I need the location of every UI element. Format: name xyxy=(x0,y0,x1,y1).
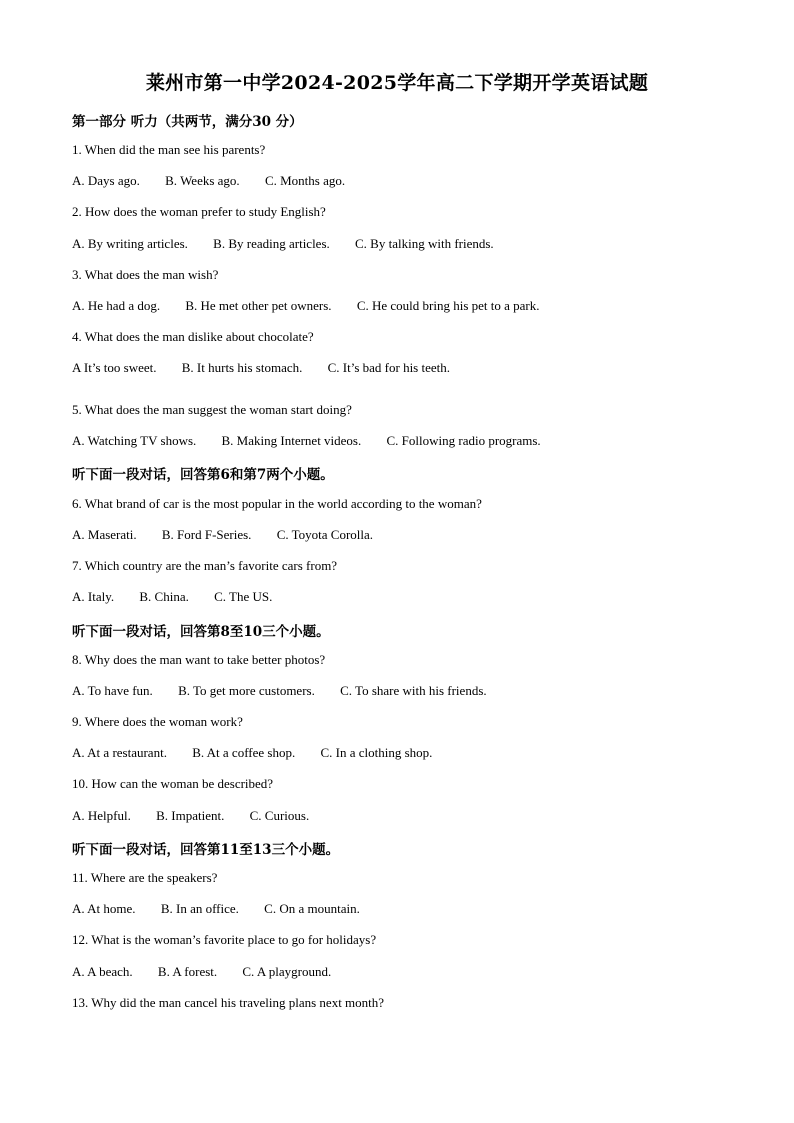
option-a: A. A beach. xyxy=(72,964,133,979)
option-c: C. A playground. xyxy=(242,964,332,979)
option-a: A. Days ago. xyxy=(72,173,140,188)
question-11: 11. Where are the speakers? xyxy=(72,870,218,885)
option-c: C. Toyota Corolla. xyxy=(276,527,374,542)
page-title: 莱州市第一中学2024-2025学年高二下学期开学英语试题 xyxy=(145,72,649,94)
option-c: C. The US. xyxy=(214,589,273,604)
option-b: B. Ford F-Series. xyxy=(161,527,252,542)
section-heading: 第一部分 听力（共两节，满分30 分） xyxy=(72,114,303,130)
option-c: C. Following radio programs. xyxy=(386,433,541,448)
question-5: 5. What does the man suggest the woman start doing? xyxy=(72,402,352,417)
option-a: A. He had a dog. xyxy=(72,298,161,313)
option-b: B. Impatient. xyxy=(156,808,225,823)
option-a: A. Italy. xyxy=(72,589,115,604)
option-c: C. He could bring his pet to a park. xyxy=(356,298,540,313)
options-12 xyxy=(72,964,331,980)
question-9: 9. Where does the woman work? xyxy=(72,714,243,729)
option-a: A. Helpful. xyxy=(72,808,131,823)
dialogue-heading-6-7: 听下面一段对话，回答第6和第7两个小题。 xyxy=(72,467,334,483)
question-13: 13. Why did the man cancel his traveling plans next month? xyxy=(72,995,385,1010)
option-b: B. By reading articles. xyxy=(213,236,330,251)
option-b: B. To get more customers. xyxy=(178,683,315,698)
option-a: A. By writing articles. xyxy=(72,236,188,251)
option-c: C. On a mountain. xyxy=(264,901,360,916)
option-b: B. China. xyxy=(139,589,189,604)
option-a: A. To have fun. xyxy=(72,683,153,698)
options-11 xyxy=(72,901,360,917)
option-c: C. By talking with friends. xyxy=(355,236,494,251)
option-b: B. At a coffee shop. xyxy=(192,745,296,760)
option-a: A. Maserati. xyxy=(72,527,137,542)
option-b: B. It hurts his stomach. xyxy=(181,360,303,375)
option-b: B. Making Internet videos. xyxy=(221,433,362,448)
dialogue-heading-11-13: 听下面一段对话，回答第11至13三个小题。 xyxy=(72,842,340,858)
option-c: C. Curious. xyxy=(249,808,310,823)
option-a: A. At a restaurant. xyxy=(72,745,167,760)
options-8 xyxy=(72,683,487,699)
dialogue-heading-8-10: 听下面一段对话，回答第8至10三个小题。 xyxy=(72,624,330,640)
option-b: B. Weeks ago. xyxy=(165,173,240,188)
options-7 xyxy=(72,589,272,605)
options-4 xyxy=(72,360,450,376)
options-5 xyxy=(72,433,541,449)
option-b: B. He met other pet owners. xyxy=(185,298,332,313)
question-6: 6. What brand of car is the most popular in the world according to the woman? xyxy=(72,496,482,511)
question-4: 4. What does the man dislike about chocolate? xyxy=(72,329,314,344)
option-b: B. A forest. xyxy=(157,964,218,979)
options-6 xyxy=(72,527,373,543)
options-2 xyxy=(72,236,494,252)
option-c: C. Months ago. xyxy=(264,173,346,188)
option-c: C. In a clothing shop. xyxy=(320,745,433,760)
option-c: C. It’s bad for his teeth. xyxy=(327,360,451,375)
question-7: 7. Which country are the man’s favorite cars from? xyxy=(72,558,338,573)
options-1 xyxy=(72,173,345,189)
options-9 xyxy=(72,745,432,761)
question-2: 2. How does the woman prefer to study English? xyxy=(72,204,326,219)
question-3: 3. What does the man wish? xyxy=(72,267,219,282)
option-c: C. To share with his friends. xyxy=(340,683,487,698)
option-a: A. At home. xyxy=(72,901,136,916)
question-10: 10. How can the woman be described? xyxy=(72,776,274,791)
options-10 xyxy=(72,808,309,824)
question-12: 12. What is the woman’s favorite place to go for holidays? xyxy=(72,932,377,947)
option-a: A. Watching TV shows. xyxy=(72,433,197,448)
question-8: 8. Why does the man want to take better photos? xyxy=(72,652,326,667)
options-3 xyxy=(72,298,540,314)
option-a: A It’s too sweet. xyxy=(72,360,157,375)
option-b: B. In an office. xyxy=(160,901,239,916)
question-1: 1. When did the man see his parents? xyxy=(72,142,266,157)
